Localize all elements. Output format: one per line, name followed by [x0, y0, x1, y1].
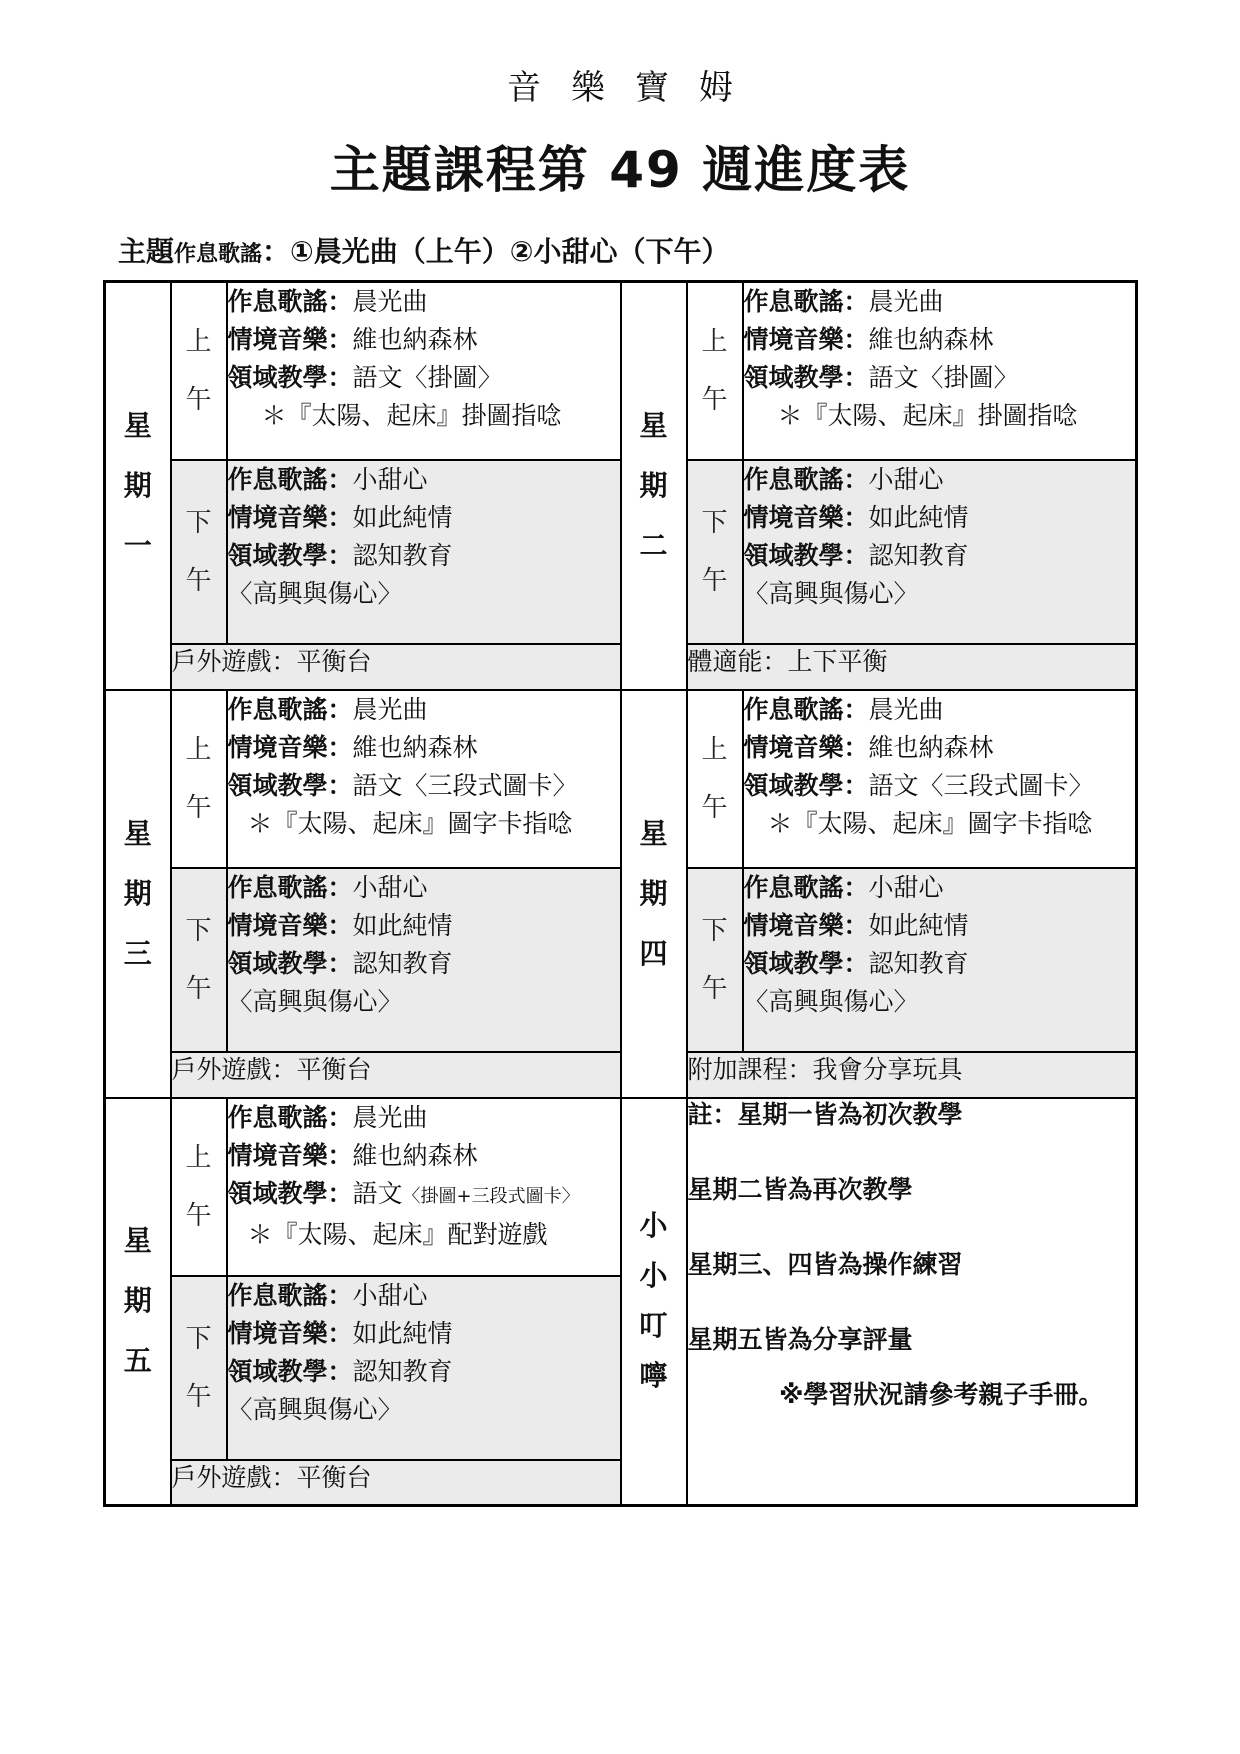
tip-footnote: ※學習狀況請參考親子手冊。 — [779, 1379, 1104, 1409]
thu-extra-activity: 附加課程：我會分享玩具 — [687, 1052, 1137, 1098]
wed-extra-activity: 戶外遊戲：平衡台 — [171, 1052, 621, 1098]
period-pm: 下 午 — [171, 460, 227, 644]
theme-small: 作息歌謠 — [174, 242, 263, 267]
thu-am-content: 作息歌謠：晨光曲 情境音樂：維也納森林 領域教學：語文〈三段式圖卡〉 ＊『太陽、起床』圖字卡指唸 — [743, 690, 1137, 868]
period-am: 上 午 — [171, 1098, 227, 1276]
mon-am-content: 作息歌謠：晨光曲 情境音樂：維也納森林 領域教學：語文〈掛圖〉 ＊『太陽、起床』掛圖指唸 — [227, 282, 621, 460]
tip-line: 星期二皆為再次教學 — [687, 1174, 913, 1204]
day-label-wed: 星 期 三 — [105, 690, 171, 1098]
tip-line: 星期五皆為分享評量 — [687, 1324, 913, 1354]
tips-label: 小 小 叮 嚀 — [621, 1098, 687, 1506]
tue-extra-activity: 體適能：上下平衡 — [687, 644, 1137, 690]
period-pm: 下 午 — [687, 460, 743, 644]
period-pm: 下 午 — [171, 1276, 227, 1460]
fri-am-content: 作息歌謠：晨光曲 情境音樂：維也納森林 領域教學：語文〈掛圖+三段式圖卡〉 ＊『太陽、起床』配對遊戲 — [227, 1098, 621, 1276]
day-label-fri: 星 期 五 — [105, 1098, 171, 1506]
theme-line — [118, 230, 729, 270]
period-am: 上 午 — [171, 690, 227, 868]
theme-prefix: 主題 — [118, 235, 175, 268]
period-am: 上 午 — [171, 282, 227, 460]
day-label-tue: 星 期 二 — [621, 282, 687, 690]
period-pm: 下 午 — [171, 868, 227, 1052]
thu-pm-content: 作息歌謠：小甜心 情境音樂：如此純情 領域教學：認知教育 〈高興與傷心〉 — [743, 868, 1137, 1052]
wed-pm-content: 作息歌謠：小甜心 情境音樂：如此純情 領域教學：認知教育 〈高興與傷心〉 — [227, 868, 621, 1052]
period-pm: 下 午 — [687, 868, 743, 1052]
mon-extra-activity: 戶外遊戲：平衡台 — [171, 644, 621, 690]
tue-pm-content: 作息歌謠：小甜心 情境音樂：如此純情 領域教學：認知教育 〈高興與傷心〉 — [743, 460, 1137, 644]
fri-pm-content: 作息歌謠：小甜心 情境音樂：如此純情 領域教學：認知教育 〈高興與傷心〉 — [227, 1276, 621, 1460]
period-am: 上 午 — [687, 282, 743, 460]
wed-am-content: 作息歌謠：晨光曲 情境音樂：維也納森林 領域教學：語文〈三段式圖卡〉 ＊『太陽、起床』圖字卡指唸 — [227, 690, 621, 868]
schedule-table — [103, 280, 1138, 1507]
page-title: 主題課程第 49 週進度表 — [329, 141, 911, 199]
tue-am-content: 作息歌謠：晨光曲 情境音樂：維也納森林 領域教學：語文〈掛圖〉 ＊『太陽、起床』掛圖指唸 — [743, 282, 1137, 460]
day-label-mon: 星 期 一 — [105, 282, 171, 690]
tip-line: 星期三、四皆為操作練習 — [687, 1249, 963, 1279]
mon-pm-content: 作息歌謠：小甜心 情境音樂：如此純情 領域教學：認知教育 〈高興與傷心〉 — [227, 460, 621, 644]
day-label-thu: 星 期 四 — [621, 690, 687, 1098]
theme-rest: ：①晨光曲（上午）②小甜心（下午） — [262, 235, 730, 268]
period-am: 上 午 — [687, 690, 743, 868]
tips-content — [687, 1098, 1137, 1506]
brand-name: 音樂寶姆 — [507, 68, 763, 108]
fri-extra-activity: 戶外遊戲：平衡台 — [171, 1460, 621, 1506]
tip-line: 註：星期一皆為初次教學 — [687, 1099, 963, 1129]
